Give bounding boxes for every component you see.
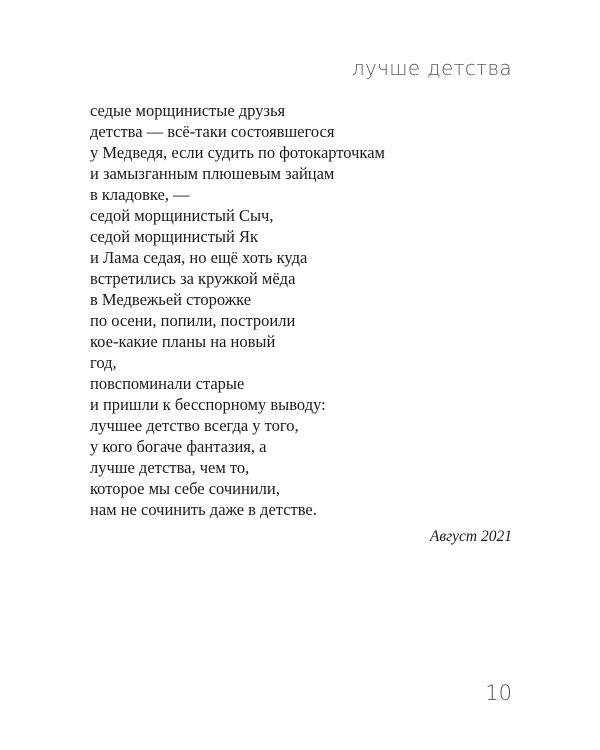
poem-line: по осени, попили, построили xyxy=(90,311,296,330)
poem-line: в Медвежьей сторожке xyxy=(90,290,252,309)
poem-line: кое-какие планы на новый xyxy=(90,332,276,351)
poem-line: детства — всё-таки состоявшегося xyxy=(90,122,335,141)
poem-line: встретились за кружкой мёда xyxy=(90,269,296,288)
running-header: лучше детства xyxy=(351,56,512,80)
poem-line: нам не сочинить даже в детстве. xyxy=(90,500,317,519)
poem-line: в кладовке, — xyxy=(90,185,190,204)
poem-body xyxy=(90,100,520,520)
poem-line: и Лама седая, но ещё хоть куда xyxy=(90,248,308,267)
poem-line: лучшее детство всегда у того, xyxy=(90,416,299,435)
poem-line: лучше детства, чем то, xyxy=(90,458,250,477)
poem-line: у кого богаче фантазия, а xyxy=(90,437,267,456)
poem-line: повспоминали старые xyxy=(90,374,245,393)
poem-line: и замызганным плюшевым зайцам xyxy=(90,164,335,183)
poem-date: Август 2021 xyxy=(429,528,512,545)
poem-line: год, xyxy=(90,353,117,372)
poem-line: которое мы себе сочинили, xyxy=(90,479,280,498)
poem-line: и пришли к бесспорному выводу: xyxy=(90,395,326,414)
poem-line: седой морщинистый Як xyxy=(90,227,258,246)
poem-line: у Медведя, если судить по фотокарточкам xyxy=(90,143,385,162)
poem-line: седой морщинистый Сыч, xyxy=(90,206,274,225)
poem-line: седые морщинистые друзья xyxy=(90,101,286,120)
page-number: 10 xyxy=(485,681,512,705)
